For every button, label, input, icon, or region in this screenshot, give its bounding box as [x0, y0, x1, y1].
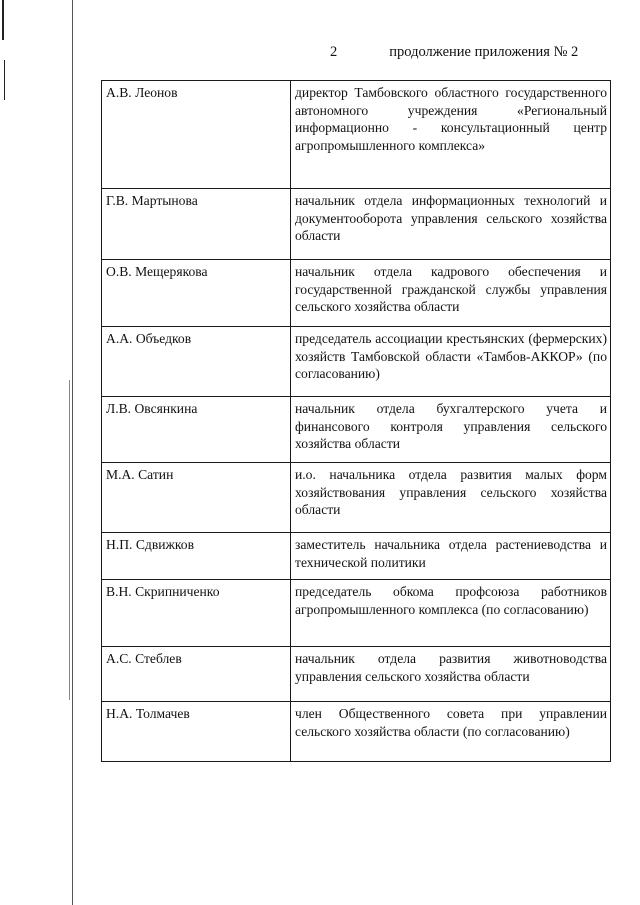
table-row [102, 580, 611, 647]
member-name: Л.В. Овсянкина [102, 397, 291, 463]
binding-margin-line [69, 380, 70, 700]
member-name: В.Н. Скрипниченко [102, 580, 291, 647]
member-name: А.В. Леонов [102, 81, 291, 189]
member-role: начальник отдела кадрового обеспечения и государственной гражданской службы управления сельского хозяйства области [291, 260, 611, 327]
continuation-label: продолжение приложения № 2 [389, 44, 579, 60]
table-row [102, 533, 611, 580]
member-role: и.о. начальника отдела развития малых форм хозяйствования управления сельского хозяйства области [291, 463, 611, 533]
table-row [102, 81, 611, 189]
table-row [102, 327, 611, 397]
member-name: О.В. Мещерякова [102, 260, 291, 327]
member-role: начальник отдела развития животноводства управления сельского хозяйства области [291, 647, 611, 702]
table-row [102, 647, 611, 702]
member-role: директор Тамбовского областного государственного автономного учреждения «Региональный информационно - консультационный центр агропромышленного комплекса» [291, 81, 611, 189]
table-row [102, 189, 611, 260]
member-name: А.С. Стеблев [102, 647, 291, 702]
page-number: 2 [330, 44, 338, 60]
member-name: М.А. Сатин [102, 463, 291, 533]
member-name: Н.А. Толмачев [102, 702, 291, 762]
member-role: начальник отдела бухгалтерского учета и финансового контроля управления сельского хозяйства области [291, 397, 611, 463]
binding-margin-line [72, 0, 73, 905]
member-role: председатель обкома профсоюза работников агропромышленного комплекса (по согласованию) [291, 580, 611, 647]
members-table [101, 80, 611, 762]
member-role: председатель ассоциации крестьянских (фермерских) хозяйств Тамбовской области «Тамбов-АККОР» (по согласованию) [291, 327, 611, 397]
scan-edge-mark [4, 60, 5, 100]
member-role: начальник отдела информационных технологий и документооборота управления сельского хозяйства области [291, 189, 611, 260]
table-row [102, 397, 611, 463]
table-row [102, 463, 611, 533]
table-row [102, 260, 611, 327]
member-role: заместитель начальника отдела растениеводства и технической политики [291, 533, 611, 580]
member-name: Г.В. Мартынова [102, 189, 291, 260]
member-name: Н.П. Сдвижков [102, 533, 291, 580]
member-role: член Общественного совета при управлении сельского хозяйства области (по согласованию) [291, 702, 611, 762]
member-name: А.А. Объедков [102, 327, 291, 397]
table-row [102, 702, 611, 762]
page-header [330, 44, 578, 61]
scan-edge-mark [2, 0, 4, 40]
